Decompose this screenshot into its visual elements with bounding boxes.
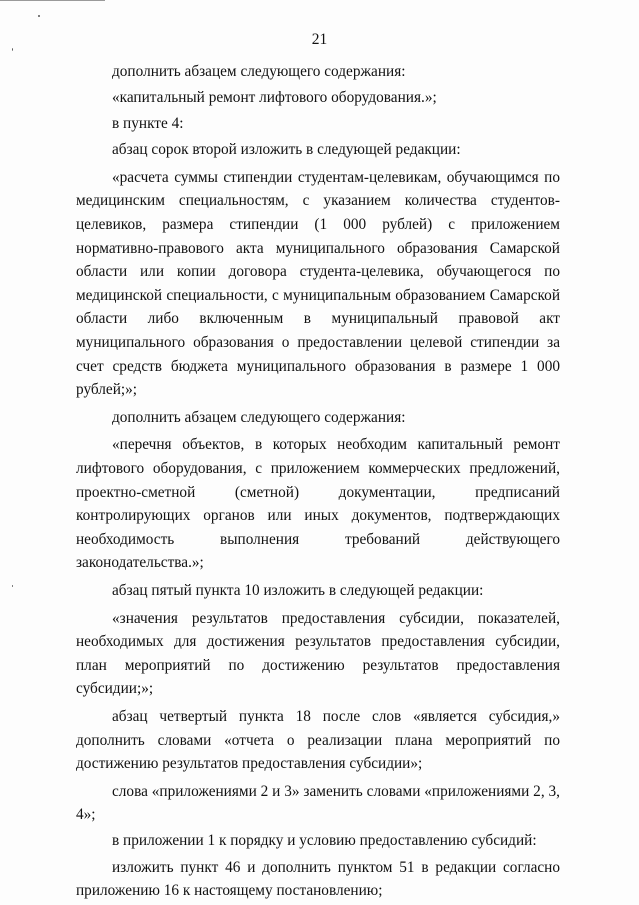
paragraph: «капитальный ремонт лифтового оборудования.»; (112, 89, 437, 107)
paragraph: абзац сорок второй изложить в следующей редакции: (112, 141, 461, 159)
paragraph: «расчета суммы стипендии студентам-целевикам, обучающимся по медицинским специальностям, с указанием количества студентов-целевиков, размера стипендии (1 000 рублей) с приложением нормативно-правового акта муниципального образования Самарской области или копии договора студента-целевика, обучающегося по медицинской специальности, с муниципальным образованием Самарской области либо включенным в муниципальный правовой акт муниципального образования о предоставлении целевой стипендии за счет средств бюджета муниципального образования в размере 1 000 рублей;»; (76, 168, 560, 399)
paragraph: в пункте 4: (112, 115, 184, 133)
paragraph: абзац пятый пункта 10 изложить в следующей редакции: (112, 581, 484, 599)
scan-speck (12, 585, 13, 587)
paragraph: слова «приложениями 2 и 3» заменить словами «приложениями 2, 3, 4»; (76, 782, 560, 824)
paragraph: дополнить абзацем следующего содержания: (112, 408, 406, 426)
paragraph: абзац четвертый пункта 18 после слов «является субсидия,» дополнить словами «отчета о реализации плана мероприятий по достижению результатов предоставления субсидии»; (76, 707, 560, 773)
scan-edge-line (0, 0, 105, 1)
document-body (76, 60, 560, 903)
paragraph: «перечня объектов, в которых необходим капитальный ремонт лифтового оборудования, с приложением коммерческих предложений, проектно-сметной (сметной) документации, предписаний контролирующих органов или иных документов, подтверждающих необходимость выполнения требований действующего законодательства.»; (76, 436, 560, 572)
paragraph: изложить пункт 46 и дополнить пунктом 51 в редакции согласно приложению 16 к настоящему постановлению; (76, 858, 560, 900)
paragraph: дополнить абзацем следующего содержания: (112, 63, 406, 80)
paragraph: «значения результатов предоставления субсидии, показателей, необходимых для достижения результатов предоставления субсидии, план мероприятий по достижению результатов предоставления субсидии;»; (76, 609, 560, 698)
page-number: 21 (311, 31, 328, 48)
scan-speck (38, 15, 40, 17)
paragraph: в приложении 1 к порядку и условию предоставлению субсидий: (112, 832, 537, 850)
